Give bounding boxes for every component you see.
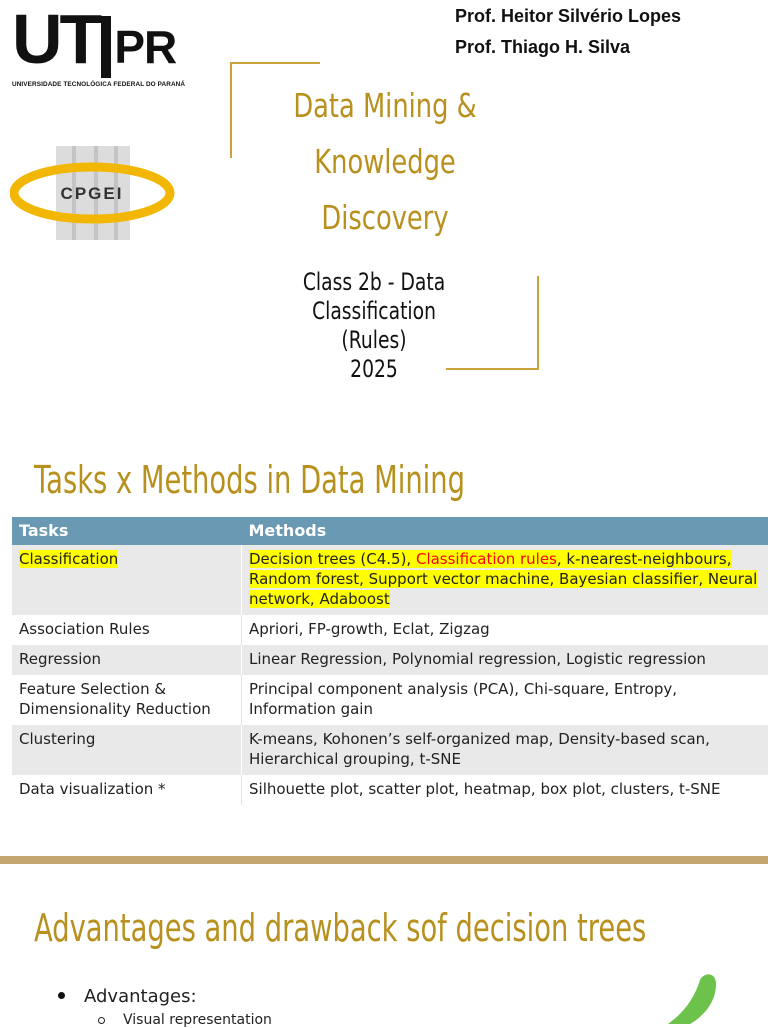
task-cell: Association Rules bbox=[12, 615, 242, 645]
decor-line-right bbox=[537, 276, 539, 370]
column-header-tasks: Tasks bbox=[12, 517, 242, 545]
logo-pr-text: PR bbox=[101, 16, 176, 78]
tasks-methods-table bbox=[12, 517, 768, 805]
leaf-decoration-icon bbox=[660, 970, 760, 1024]
decor-line-top bbox=[230, 62, 320, 64]
presentation-subtitle bbox=[238, 268, 509, 384]
subtitle-line-1: Class 2b - Data Classification bbox=[238, 268, 509, 326]
table-row bbox=[12, 615, 768, 645]
column-header-methods: Methods bbox=[242, 517, 768, 545]
cpgei-logo-text: CPGEI bbox=[61, 184, 124, 203]
task-cell: Clustering bbox=[12, 725, 242, 775]
task-classification: Classification bbox=[19, 550, 118, 568]
title-line-2: Knowledge bbox=[280, 134, 491, 190]
tasks-methods-heading: Tasks x Methods in Data Mining bbox=[34, 458, 465, 502]
methods-cell: Principal component analysis (PCA), Chi-square, Entropy, Information gain bbox=[242, 675, 768, 725]
bullet-advantages bbox=[58, 986, 197, 1007]
subtitle-line-2: (Rules) bbox=[238, 326, 509, 355]
methods-cell: Linear Regression, Polynomial regression, Logistic regression bbox=[242, 645, 768, 675]
table-header-row bbox=[12, 517, 768, 545]
title-line-3: Discovery bbox=[280, 190, 491, 246]
cpgei-logo bbox=[10, 146, 178, 240]
sub-bullet-visual-representation bbox=[98, 1012, 272, 1028]
methods-text: , k-nearest-neighbours, Random forest, Support vector machine, Bayesian classifier, Neural network, Adaboost bbox=[249, 550, 757, 608]
methods-cell: Apriori, FP-growth, Eclat, Zigzag bbox=[242, 615, 768, 645]
methods-cell: Silhouette plot, scatter plot, heatmap, box plot, clusters, t-SNE bbox=[242, 775, 768, 805]
task-cell: Regression bbox=[12, 645, 242, 675]
task-cell: Feature Selection & Dimensionality Reduction bbox=[12, 675, 242, 725]
slide-separator bbox=[0, 856, 768, 864]
sub-bullet-circle-icon bbox=[98, 1017, 105, 1024]
table-row bbox=[12, 775, 768, 805]
table-row bbox=[12, 645, 768, 675]
logo-ut-text: UT bbox=[12, 0, 99, 78]
table-row bbox=[12, 545, 768, 615]
utfpr-logo-mark bbox=[12, 8, 214, 78]
decor-line-left bbox=[230, 62, 232, 158]
bullet-advantages-text: Advantages: bbox=[84, 986, 197, 1007]
utfpr-logo bbox=[12, 8, 214, 84]
presentation-title bbox=[280, 78, 491, 246]
utfpr-logo-subtitle: UNIVERSIDADE TECNOLÓGICA FEDERAL DO PARANÁ bbox=[12, 81, 214, 88]
methods-text: Decision trees (C4.5), bbox=[249, 550, 416, 568]
table-row bbox=[12, 675, 768, 725]
methods-classification bbox=[249, 550, 757, 608]
table-row bbox=[12, 725, 768, 775]
sub-bullet-text: Visual representation bbox=[123, 1012, 272, 1028]
professor-name-2: Prof. Thiago H. Silva bbox=[455, 37, 630, 58]
subtitle-line-3: 2025 bbox=[238, 355, 509, 384]
methods-cell bbox=[242, 545, 768, 615]
professor-name-1: Prof. Heitor Silvério Lopes bbox=[455, 6, 681, 27]
methods-cell: K-means, Kohonen’s self-organized map, Density-based scan, Hierarchical grouping, t-SNE bbox=[242, 725, 768, 775]
advantages-heading: Advantages and drawback sof decision trees bbox=[34, 906, 646, 950]
bullet-dot-icon bbox=[58, 992, 65, 999]
title-line-1: Data Mining & bbox=[280, 78, 491, 134]
methods-emphasis-classification-rules: Classification rules bbox=[416, 550, 557, 568]
task-cell: Data visualization * bbox=[12, 775, 242, 805]
task-cell bbox=[12, 545, 242, 615]
